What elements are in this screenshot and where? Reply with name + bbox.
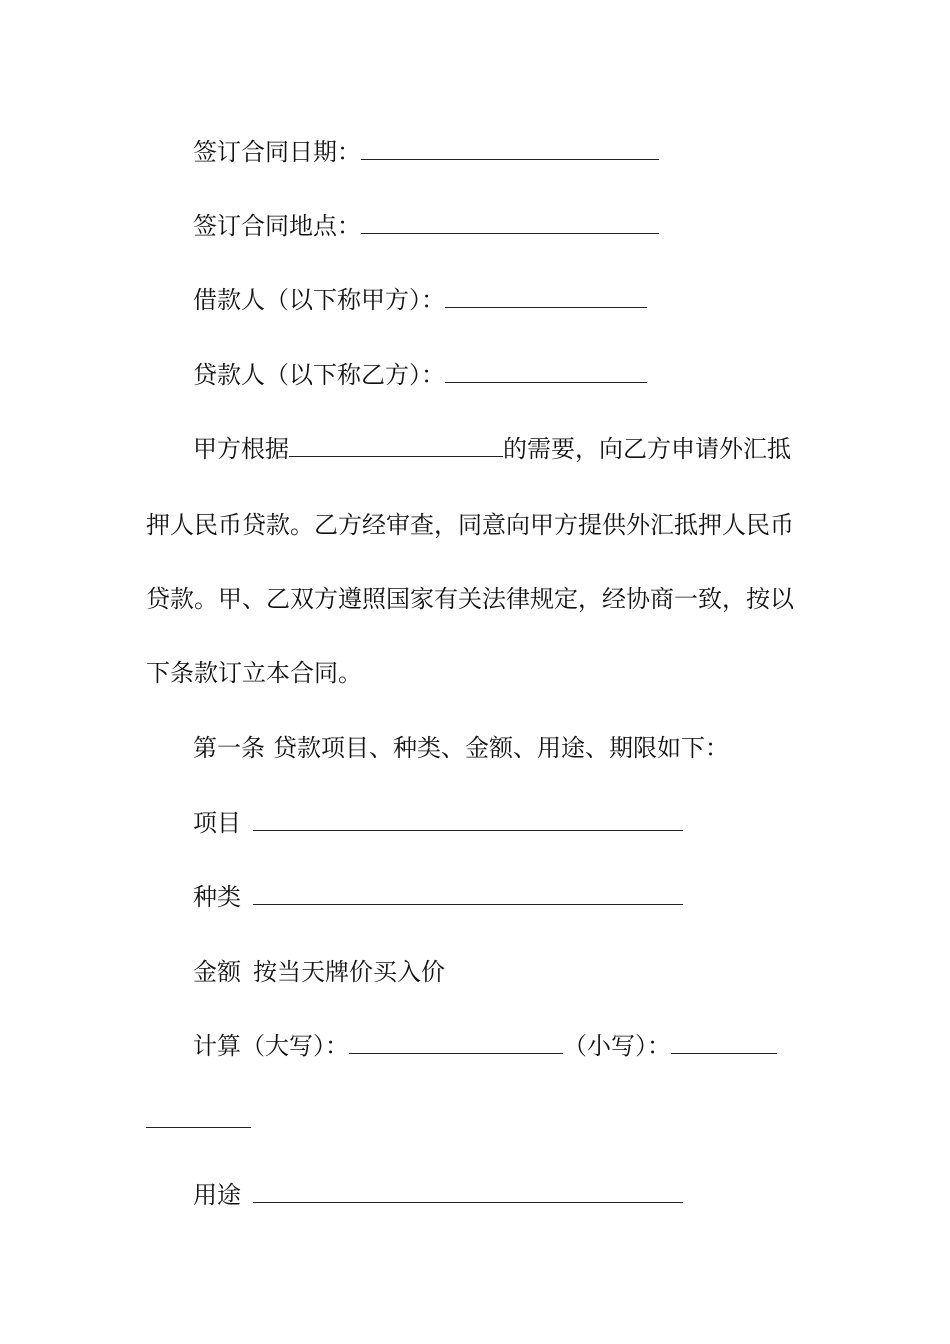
borrower-label: 借款人（以下称甲方）：	[193, 286, 445, 314]
item-blank[interactable]	[253, 804, 683, 831]
amount-upper-blank[interactable]	[349, 1027, 563, 1054]
sign-place-label: 签订合同地点：	[193, 212, 361, 240]
purpose-blank[interactable]	[253, 1176, 683, 1203]
intro-line-4: 下条款订立本合同。	[146, 659, 362, 687]
lender-label: 贷款人（以下称乙方）：	[193, 361, 445, 389]
type-blank[interactable]	[253, 878, 683, 905]
sign-place-blank[interactable]	[361, 207, 659, 234]
lender-blank[interactable]	[445, 356, 647, 383]
item-row	[146, 803, 863, 843]
type-row	[146, 877, 863, 917]
sign-date-row	[146, 132, 863, 172]
purpose-need-blank[interactable]	[289, 430, 503, 457]
item-label: 项目	[193, 809, 241, 837]
calc-label: 计算（大写）：	[193, 1032, 349, 1060]
calc-row-continuation	[146, 1100, 816, 1140]
calc-row	[146, 1026, 863, 1066]
article1-row	[146, 728, 863, 768]
sign-date-blank[interactable]	[361, 133, 659, 160]
intro-prefix: 甲方根据	[193, 435, 289, 463]
amount-row	[146, 952, 863, 992]
intro-line-2: 押人民币贷款。乙方经审查，同意向甲方提供外汇抵押人民币	[146, 511, 794, 539]
purpose-row	[146, 1175, 863, 1215]
purpose-label: 用途	[193, 1181, 241, 1209]
amount-text: 按当天牌价买入价	[253, 958, 445, 986]
intro-line-1	[146, 429, 863, 469]
borrower-row	[146, 280, 863, 320]
amount-lower-blank-continued[interactable]	[146, 1101, 251, 1128]
amount-label: 金额	[193, 958, 241, 986]
calc-small-label: （小写）：	[563, 1032, 671, 1060]
article1-title: 贷款项目、种类、金额、用途、期限如下：	[273, 734, 729, 762]
sign-place-row	[146, 206, 863, 246]
type-label: 种类	[193, 883, 241, 911]
sign-date-label: 签订合同日期：	[193, 138, 361, 166]
borrower-blank[interactable]	[445, 281, 647, 308]
amount-lower-blank[interactable]	[671, 1027, 777, 1054]
article1-heading: 第一条	[193, 734, 265, 762]
intro-suffix: 的需要，向乙方申请外汇抵	[503, 435, 791, 463]
intro-line-3: 贷款。甲、乙双方遵照国家有关法律规定，经协商一致，按以	[146, 585, 794, 613]
lender-row	[146, 355, 863, 395]
